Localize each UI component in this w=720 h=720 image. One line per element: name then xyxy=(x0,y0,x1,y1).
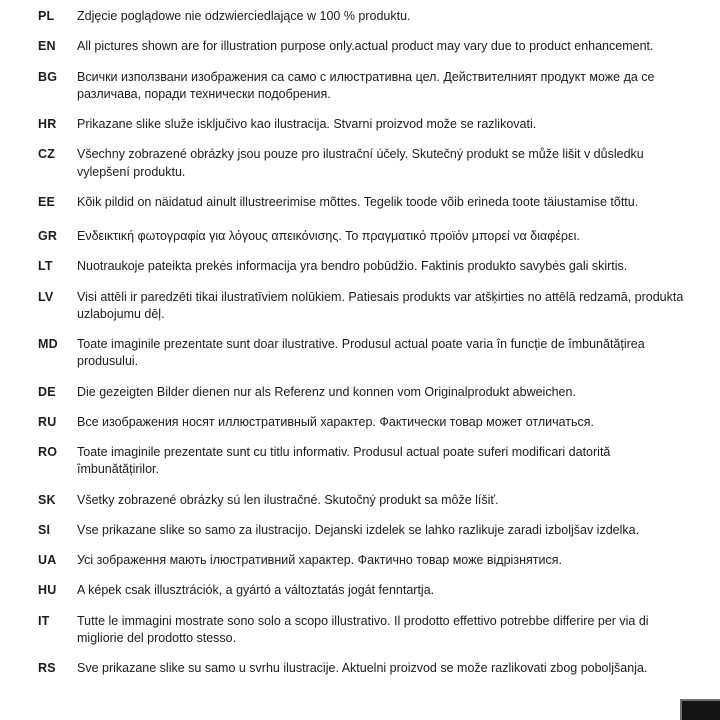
disclaimer-text: Toate imaginile prezentate sunt cu titlu informativ. Produsul actual poate suferi modificari datorită îmbunătățirilor. xyxy=(77,445,611,477)
disclaimer-row xyxy=(38,414,694,431)
disclaimer-row xyxy=(38,258,694,275)
language-code: SI xyxy=(38,522,51,537)
disclaimer-row xyxy=(38,613,694,648)
disclaimer-row xyxy=(38,8,694,25)
language-code: LT xyxy=(38,259,53,274)
disclaimer-text: Всички използвани изображения са само с илюстративна цел. Действителният продукт може да се различава, поради технически подобрения. xyxy=(77,69,655,101)
disclaimer-text: Все изображения носят иллюстративный характер. Фактически товар может отличаться. xyxy=(77,414,595,429)
disclaimer-text: Die gezeigten Bilder dienen nur als Referenz und konnen vom Originalprodukt abweichen. xyxy=(77,384,576,399)
language-code: SK xyxy=(38,492,56,507)
disclaimer-text: Tutte le immagini mostrate sono solo a scopo illustrativo. Il prodotto effettivo potrebbe differire per via di migliorie del prodotto stesso. xyxy=(77,613,649,645)
language-code: PL xyxy=(38,9,55,23)
disclaimer-text: A képek csak illusztrációk, a gyártó a változtatás jogát fenntartja. xyxy=(77,583,435,598)
language-code: BG xyxy=(38,69,58,84)
language-code: DE xyxy=(38,384,56,399)
disclaimer-row xyxy=(38,384,694,401)
disclaimer-row xyxy=(38,194,694,211)
language-code: GR xyxy=(38,229,58,243)
disclaimer-row xyxy=(38,492,694,509)
disclaimer-text: All pictures shown are for illustration purpose only.actual product may vary due to product enhancement. xyxy=(77,39,654,54)
disclaimer-row xyxy=(38,38,694,55)
language-code: RU xyxy=(38,414,57,429)
disclaimer-row xyxy=(38,336,694,371)
disclaimer-row xyxy=(38,444,694,479)
disclaimer-text: Sve prikazane slike su samo u svrhu ilustracije. Aktuelni proizvod se može razlikovati zbog poboljšanja. xyxy=(77,661,648,675)
disclaimer-row xyxy=(38,522,694,539)
disclaimer-row xyxy=(38,582,694,599)
disclaimer-row xyxy=(38,69,694,104)
language-code: EE xyxy=(38,194,56,209)
disclaimer-text: Kõik pildid on näidatud ainult illustreerimise mõttes. Tegelik toode võib erineda toote täiustamise tõttu. xyxy=(77,194,639,209)
disclaimer-row xyxy=(38,146,694,181)
disclaimer-row xyxy=(38,289,694,324)
disclaimer-list xyxy=(38,8,694,677)
disclaimer-row xyxy=(38,228,694,245)
language-code: RO xyxy=(38,445,58,459)
disclaimer-text: Vse prikazane slike so samo za ilustracijo. Dejanski izdelek se lahko razlikuje zaradi izboljšav izdelka. xyxy=(77,522,640,537)
disclaimer-text: Nuotraukoje pateikta prekės informacija yra bendro pobūdžio. Faktinis produkto savybės gali skirtis. xyxy=(77,259,628,274)
scan-corner-artifact xyxy=(680,699,720,720)
disclaimer-row xyxy=(38,660,694,677)
disclaimer-text: Усі зображення мають ілюстративний характер. Фактично товар може відрізнятися. xyxy=(77,553,562,567)
disclaimer-text: Ενδεικτική φωτογραφία για λόγους απεικόνισης. Το πραγματικό προϊόν μπορεί να διαφέρει. xyxy=(77,229,580,243)
language-code: EN xyxy=(38,39,56,54)
disclaimer-row xyxy=(38,116,694,133)
language-code: HU xyxy=(38,583,57,598)
language-code: IT xyxy=(38,613,50,628)
language-code: MD xyxy=(38,337,58,351)
disclaimer-text: Všetky zobrazené obrázky sú len ilustračné. Skutočný produkt sa môže líšiť. xyxy=(77,492,499,507)
disclaimer-text: Všechny zobrazené obrázky jsou pouze pro ilustrační účely. Skutečný produkt se může lišit v důsledku vylepšení produktu. xyxy=(77,147,644,179)
disclaimer-text: Zdjęcie poglądowe nie odzwierciedlające w 100 % produktu. xyxy=(77,9,411,23)
language-code: RS xyxy=(38,661,56,675)
disclaimer-row xyxy=(38,552,694,569)
language-code: UA xyxy=(38,553,57,567)
language-code: HR xyxy=(38,117,57,131)
language-code: CZ xyxy=(38,147,56,162)
disclaimer-text: Prikazane slike služe isključivo kao ilustracija. Stvarni proizvod može se razlikovati. xyxy=(77,117,537,131)
language-code: LV xyxy=(38,289,54,304)
disclaimer-text: Visi attēli ir paredzēti tikai ilustratīviem nolūkiem. Patiesais produkts var atšķirties no attēlā redzamā, produkta uzlabojumu dēļ. xyxy=(77,289,684,321)
disclaimer-text: Toate imaginile prezentate sunt doar ilustrative. Produsul actual poate varia în funcție de îmbunătățirea produsului. xyxy=(77,337,645,369)
